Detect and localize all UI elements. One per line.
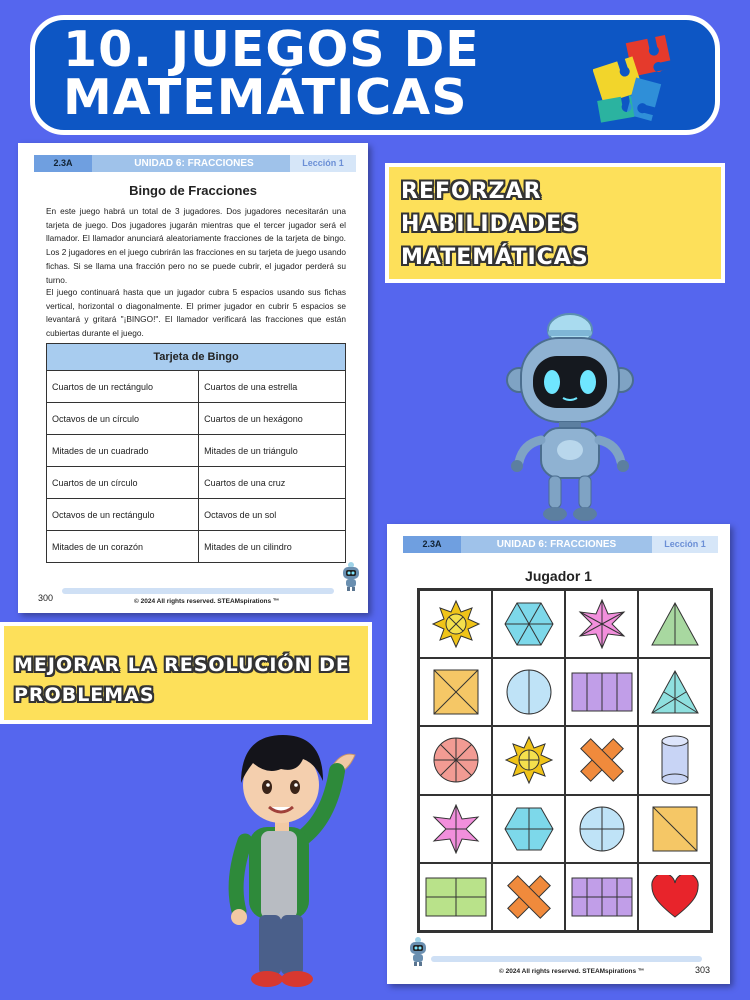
table-row <box>47 403 346 435</box>
table-cell: Cuartos de una cruz <box>199 467 346 499</box>
title-line-2: MATEMÁTICAS <box>63 69 468 126</box>
circle-icon <box>492 658 565 726</box>
star-icon <box>565 590 638 658</box>
label-line: HABILIDADES <box>401 212 580 237</box>
label-mejorar-resolucion <box>0 622 372 724</box>
standard-code: 2.3A <box>403 536 461 553</box>
table-cell: Cuartos de una estrella <box>199 371 346 403</box>
label-reforzar-habilidades <box>385 163 725 283</box>
bingo-card-table <box>46 343 346 563</box>
standard-code: 2.3A <box>34 155 92 172</box>
worksheet-header <box>34 155 356 172</box>
label-line: REFORZAR <box>401 179 542 204</box>
worksheet-bingo-de-fracciones <box>18 143 368 613</box>
sun-icon <box>492 726 565 794</box>
footer-bar <box>431 956 702 962</box>
label-text <box>401 175 589 274</box>
rectangle-icon <box>565 863 638 931</box>
worksheet-header <box>403 536 718 553</box>
puzzle-pieces-icon <box>593 32 677 124</box>
table-row <box>47 371 346 403</box>
page-number: 303 <box>694 965 710 975</box>
table-cell: Octavos de un círculo <box>47 403 199 435</box>
title-line-1: 10. JUEGOS DE <box>63 21 480 78</box>
table-row <box>47 467 346 499</box>
title-banner <box>30 15 720 135</box>
label-line: MEJORAR LA RESOLUCIÓN DE <box>14 654 350 676</box>
worksheet-jugador-1 <box>387 524 730 984</box>
table-cell: Cuartos de un hexágono <box>199 403 346 435</box>
worksheet-title: Bingo de Fracciones <box>129 183 257 198</box>
table-row <box>47 499 346 531</box>
label-line: MATEMÁTICAS <box>401 245 589 270</box>
boy-student-illustration <box>205 727 365 992</box>
label-text <box>14 650 350 710</box>
heart-icon <box>638 863 711 931</box>
table-row <box>47 531 346 563</box>
sun-icon <box>419 590 492 658</box>
square-icon <box>419 658 492 726</box>
table-cell: Cuartos de un rectángulo <box>47 371 199 403</box>
worksheet-title: Jugador 1 <box>525 568 592 584</box>
triangle-icon <box>638 658 711 726</box>
page-title <box>63 21 480 126</box>
instructions-paragraph-1: En este juego habrá un total de 3 jugadores. Dos jugadores necesitarán una tarjeta de juego. Dos jugadores jugarán mientras que el tercer jugador será el llamador. El llamador anunciará aleatoriamente fracciones de la tarjeta de bingo. Los 2 jugadores en el juego cubrirán las fracciones en su tarjeta de juego usando fichas. Si se llama una fracción pero no se puede cubrir, el jugador perderá su turno. <box>46 206 346 285</box>
star-icon <box>419 795 492 863</box>
table-header: Tarjeta de Bingo <box>47 344 346 371</box>
copyright-footer: © 2024 All rights reserved. STEAMspirations ™ <box>499 968 645 975</box>
page-number: 300 <box>38 593 54 603</box>
circle-icon <box>419 726 492 794</box>
table-cell: Cuartos de un círculo <box>47 467 199 499</box>
table-cell: Octavos de un sol <box>199 499 346 531</box>
table-cell: Octavos de un rectángulo <box>47 499 199 531</box>
bingo-shape-grid <box>417 588 713 933</box>
copyright-footer: © 2024 All rights reserved. STEAMspirations ™ <box>134 598 280 605</box>
label-line: PROBLEMAS <box>14 684 155 706</box>
hexagon-icon <box>492 590 565 658</box>
rectangle-icon <box>565 658 638 726</box>
unit-label: UNIDAD 6: FRACCIONES <box>84 155 304 172</box>
cylinder-icon <box>638 726 711 794</box>
instructions-paragraph-2: El juego continuará hasta que un jugador cubra 5 espacios usando sus fichas vertical, horizontal o diagonalmente. El primer jugador en cubrir 5 espacios se levantará y gritará "¡BINGO!". El llamador verificará las fracciones que están cubiertas durante el juego. <box>46 287 346 339</box>
triangle-icon <box>638 590 711 658</box>
lesson-label: Lección 1 <box>652 536 718 553</box>
footer-bar <box>62 588 334 594</box>
table-cell: Mitades de un triángulo <box>199 435 346 467</box>
table-cell: Mitades de un cuadrado <box>47 435 199 467</box>
robot-mascot-illustration <box>505 308 635 523</box>
robot-mascot-icon <box>407 936 429 966</box>
rectangle-icon <box>419 863 492 931</box>
lesson-label: Lección 1 <box>290 155 356 172</box>
cross-icon <box>492 863 565 931</box>
cross-icon <box>565 726 638 794</box>
square-icon <box>638 795 711 863</box>
table-cell: Mitades de un corazón <box>47 531 199 563</box>
circle-icon <box>565 795 638 863</box>
unit-label: UNIDAD 6: FRACCIONES <box>453 536 660 553</box>
table-row <box>47 435 346 467</box>
table-cell: Mitades de un cilindro <box>199 531 346 563</box>
robot-mascot-icon <box>340 561 362 591</box>
hexagon-icon <box>492 795 565 863</box>
